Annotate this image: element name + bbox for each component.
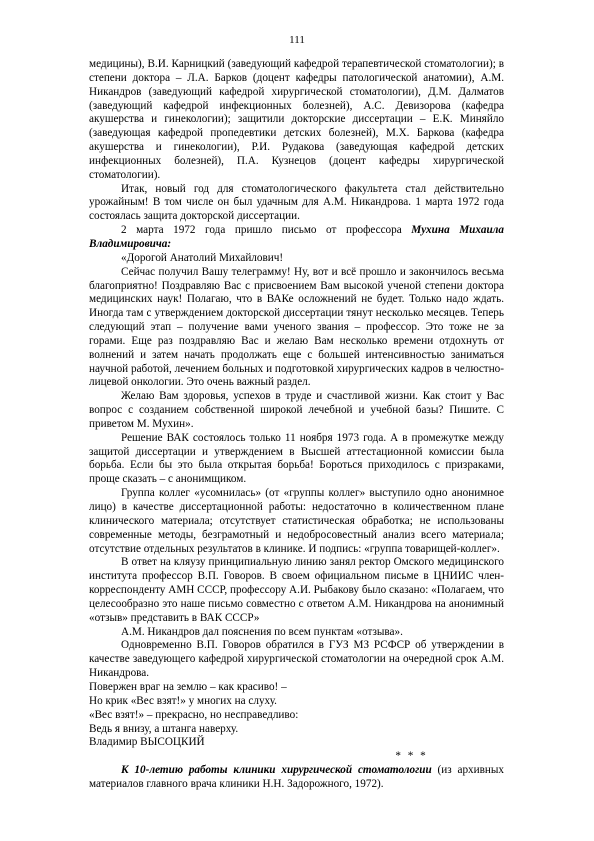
paragraph-rector-reply: В ответ на кляузу принципиальную линию занял ректор Омского медицинского института профессор В.П. Говоров. В своем официальном письме в ЦНИИС член-корреспонденту АМН СССР, профессору А.И. Рыбакову было сказано: «Полагаем, что целесообразно это наше письмо совместно с ответом А.М. Никандрова на анонимный «отзыв» представить в ВАК СССР» [89,556,504,624]
verse-line: Повержен враг на землю – как красиво! – [89,680,287,693]
letter-body-2: Желаю Вам здоровья, успехов в труде и счастливой жизни. Как стоит у Вас вопрос с созданием собственной широкой лечебной и учебной базы? Пишите. С приветом М. Мухин». [89,390,504,430]
paragraph-letter-intro [89,224,504,252]
verse-line: Ведь я внизу, а штанга наверху. [89,722,239,735]
letter-intro-text: 2 марта 1972 года пришло письмо от профессора [121,224,402,237]
paragraph-faculty-list: медицины), В.И. Карницкий (заведующий кафедрой терапевтической стоматологии); в степени доктора – Л.А. Барков (доцент кафедры патологической анатомии), А.М. Никандров (заведующий кафедрой хирургической стоматологии), Д.М. Далматов (заведующий кафедрой инфекционных болезней), А.С. Девизорова (кафедра акушерства и гинекологии); защитили докторские диссертации – Е.К. Миняйло (заведующая кафедрой пропедевтики детских болезней), М.Х. Баркова (кафедра акушерства и гинекологии), Р.И. Рудакова (заведующая кафедрой детских инфекционных болезней), П.А. Кузнецов (доцент кафедры хирургической стоматологии). [89,58,504,181]
verse-author: Владимир ВЫСОЦКИЙ [89,736,205,749]
professor-name: Мухина Михаила Владимировича: [89,224,504,250]
paragraph-explanations: А.М. Никандров дал пояснения по всем пунктам «отзыва». [121,625,403,638]
section-title: К 10-летию работы клиники хирургической стоматологии [121,764,432,777]
section-separator: * * * [395,750,428,763]
letter-body-1: Сейчас получил Вашу телеграмму! Ну, вот и всё прошло и закончилось весьма благоприятно! Поздравляю Вас с присвоением Вам высокой ученой степени доктора медицинских наук! Полагаю, что в ВАКе осложнений не будет. Только надо ждать. Иногда там с утверждением докторской диссертации тянут несколько месяцев. Теперь следующий этап – получение вами ученого звания – профессор. Это тоже не за горами. Еще раз поздравляю Вас и желаю Вам несколько времени отдохнуть от волнений и затем начать продолжать еще с большей интенсивностью заниматься научной работой, лечением больных и подготовкой хирургических кадров в челюстно-лицевой онкологии. Это очень важный раздел. [89,265,504,389]
page-number: 111 [289,34,305,46]
section-heading-paragraph [89,764,504,792]
letter-greeting: «Дорогой Анатолий Михайлович! [121,251,284,264]
paragraph-vak-decision: Решение ВАК состоялось только 11 ноября 1973 года. А в промежутке между защитой диссертации и утверждением в Высшей аттестационной комиссии была борьба. Если бы это была открытая борьба! Бороться приходилось с призраками, проще сказать – с анонимщиком. [89,431,504,486]
section-source-note: (из архивных материалов главного врача клиники Н.Н. Задорожного, 1972). [89,764,504,790]
poem-quote [89,681,504,750]
verse-line: Но крик «Вес взят!» у многих на слуху. [89,694,277,707]
verse-line: «Вес взят!» – прекрасно, но несправедливо: [89,708,299,721]
paragraph-govorov-request: Одновременно В.П. Говоров обратился в ГУЗ МЗ РСФСР об утверждении в качестве заведующего кафедрой хирургической стоматологии на очередной срок А.М. Никандрова. [89,639,504,680]
paragraph-colleagues-group: Группа коллег «усомнилась» (от «группы коллег» выступило одно анонимное лицо) в качестве диссертационной работы: недостаточно в количественном плане клинического материала; отсутствует статистическая обработка; не использованы современные методы, безграмотный и недобросовестный анализ всего материала; отсутствие отдельных результатов в клинике. И подпись: «группа товарищей-коллег». [89,487,504,555]
document-body [89,58,504,792]
paragraph-new-year: Итак, новый год для стоматологического факультета стал действительно урожайным! В том числе он был удачным для А.М. Никандрова. 1 марта 1972 года состоялась защита докторской диссертации. [89,182,504,223]
